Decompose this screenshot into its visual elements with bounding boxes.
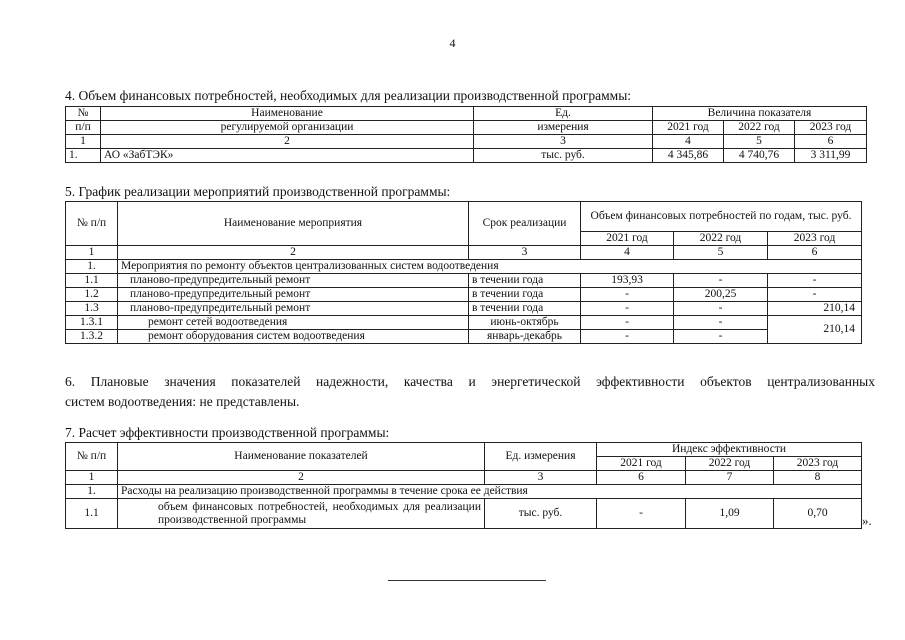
term: в течении года xyxy=(469,274,581,288)
value-2021: 4 345,86 xyxy=(653,149,724,163)
header-unit-2: измерения xyxy=(474,121,653,135)
activity-name: планово-предупредительный ремонт xyxy=(118,274,469,288)
table-row xyxy=(66,288,862,302)
activity-name: ремонт сетей водоотведения xyxy=(118,316,469,330)
header-year: 2021 год xyxy=(653,121,724,135)
index-cell: 1 xyxy=(66,246,118,260)
unit: тыс. руб. xyxy=(485,499,597,529)
activity-name: планово-предупредительный ремонт xyxy=(118,288,469,302)
header-year: 2021 год xyxy=(597,457,686,471)
header-year: 2021 год xyxy=(581,232,674,246)
index-cell: 5 xyxy=(674,246,768,260)
index-cell: 2 xyxy=(101,135,474,149)
table-row xyxy=(66,485,862,499)
header-year: 2022 год xyxy=(686,457,774,471)
value-2021: - xyxy=(581,330,674,344)
term: в течении года xyxy=(469,302,581,316)
row-number: 1.3.2 xyxy=(66,330,118,344)
row-number: 1.3.1 xyxy=(66,316,118,330)
section-4-heading: 4. Объем финансовых потребностей, необходимых для реализации производственной программы: xyxy=(65,88,632,103)
index-cell: 5 xyxy=(724,135,795,149)
value-2021: - xyxy=(581,288,674,302)
section-6-paragraph xyxy=(65,372,875,412)
header-organization: Наименование xyxy=(101,107,474,121)
header-volume: Объем финансовых потребностей по годам, тыс. руб. xyxy=(581,202,862,232)
header-unit: Ед. измерения xyxy=(485,443,597,471)
value-2021: - xyxy=(581,302,674,316)
index-cell: 6 xyxy=(597,471,686,485)
value-2021: - xyxy=(597,499,686,529)
value-2022: 200,25 xyxy=(674,288,768,302)
index-cell: 2 xyxy=(118,471,485,485)
header-organization-2: регулируемой организации xyxy=(101,121,474,135)
header-term: Срок реализации xyxy=(469,202,581,246)
row-number: 1. xyxy=(66,260,118,274)
value-2023: 210,14 xyxy=(768,302,862,316)
value-2023: 3 311,99 xyxy=(795,149,867,163)
table-row xyxy=(66,260,862,274)
organization-name: АО «ЗабТЭК» xyxy=(101,149,474,163)
value-2022: - xyxy=(674,330,768,344)
group-name: Мероприятия по ремонту объектов централизованных систем водоотведения xyxy=(118,260,862,274)
index-cell: 2 xyxy=(118,246,469,260)
section-5-heading: 5. График реализации мероприятий производственной программы: xyxy=(65,184,451,199)
row-number: 1.1 xyxy=(66,274,118,288)
table-row xyxy=(66,274,862,288)
value-2022: - xyxy=(674,302,768,316)
header-efficiency-index: Индекс эффективности xyxy=(597,443,862,457)
indicator-name: объем финансовых потребностей, необходимых для реализации производственной программы xyxy=(118,499,485,529)
header-unit: Ед. xyxy=(474,107,653,121)
term: июнь-октябрь xyxy=(469,316,581,330)
row-number: 1.2 xyxy=(66,288,118,302)
row-number: 1.1 xyxy=(66,499,118,529)
term: январь-декабрь xyxy=(469,330,581,344)
value-2023: - xyxy=(768,288,862,302)
activity-name: планово-предупредительный ремонт xyxy=(118,302,469,316)
value-2021: 193,93 xyxy=(581,274,674,288)
index-cell: 4 xyxy=(581,246,674,260)
index-cell: 3 xyxy=(469,246,581,260)
value-2021: - xyxy=(581,316,674,330)
table-row xyxy=(66,499,862,529)
index-cell: 6 xyxy=(795,135,867,149)
index-cell: 3 xyxy=(485,471,597,485)
header-year: 2023 год xyxy=(795,121,867,135)
index-cell: 1 xyxy=(66,471,118,485)
value-2022: - xyxy=(674,316,768,330)
table-row xyxy=(66,302,862,316)
value-2023: - xyxy=(768,274,862,288)
term: в течении года xyxy=(469,288,581,302)
page-number: 4 xyxy=(449,36,456,50)
section-6-line-2: систем водоотведения: не представлены. xyxy=(65,394,300,409)
header-year: 2022 год xyxy=(724,121,795,135)
header-year: 2023 год xyxy=(774,457,862,471)
row-number: 1. xyxy=(66,485,118,499)
footer-divider xyxy=(388,580,546,581)
index-cell: 3 xyxy=(474,135,653,149)
header-year: 2023 год xyxy=(768,232,862,246)
header-year: 2022 год xyxy=(674,232,768,246)
value-2023-merged: 210,14 xyxy=(768,316,862,344)
index-cell: 6 xyxy=(768,246,862,260)
section-6-line-1: 6. Плановые значения показателей надежности, качества и энергетической эффективности объектов централизованных xyxy=(65,374,875,389)
index-cell: 1 xyxy=(66,135,101,149)
table-row xyxy=(66,316,862,330)
index-cell: 7 xyxy=(686,471,774,485)
header-number-2: п/п xyxy=(66,121,101,135)
header-activity: Наименование мероприятия xyxy=(118,202,469,246)
value-2022: - xyxy=(674,274,768,288)
index-cell: 8 xyxy=(774,471,862,485)
financial-needs-table xyxy=(65,106,867,163)
header-number: № п/п xyxy=(66,202,118,246)
efficiency-table xyxy=(65,442,862,529)
index-cell: 4 xyxy=(653,135,724,149)
section-7-heading: 7. Расчет эффективности производственной программы: xyxy=(65,425,390,440)
value-2022: 4 740,76 xyxy=(724,149,795,163)
row-number: 1.3 xyxy=(66,302,118,316)
value-2022: 1,09 xyxy=(686,499,774,529)
schedule-table xyxy=(65,201,862,344)
value-2023: 0,70 xyxy=(774,499,862,529)
header-value: Величина показателя xyxy=(653,107,867,121)
activity-name: ремонт оборудования систем водоотведения xyxy=(118,330,469,344)
header-number: № xyxy=(66,107,101,121)
header-indicator: Наименование показателей xyxy=(118,443,485,471)
row-number: 1. xyxy=(66,149,101,163)
unit: тыс. руб. xyxy=(474,149,653,163)
table-row xyxy=(66,149,867,163)
header-number: № п/п xyxy=(66,443,118,471)
closing-quote: ». xyxy=(862,513,872,528)
table-row xyxy=(66,330,862,344)
group-name: Расходы на реализацию производственной программы в течение срока ее действия xyxy=(118,485,862,499)
